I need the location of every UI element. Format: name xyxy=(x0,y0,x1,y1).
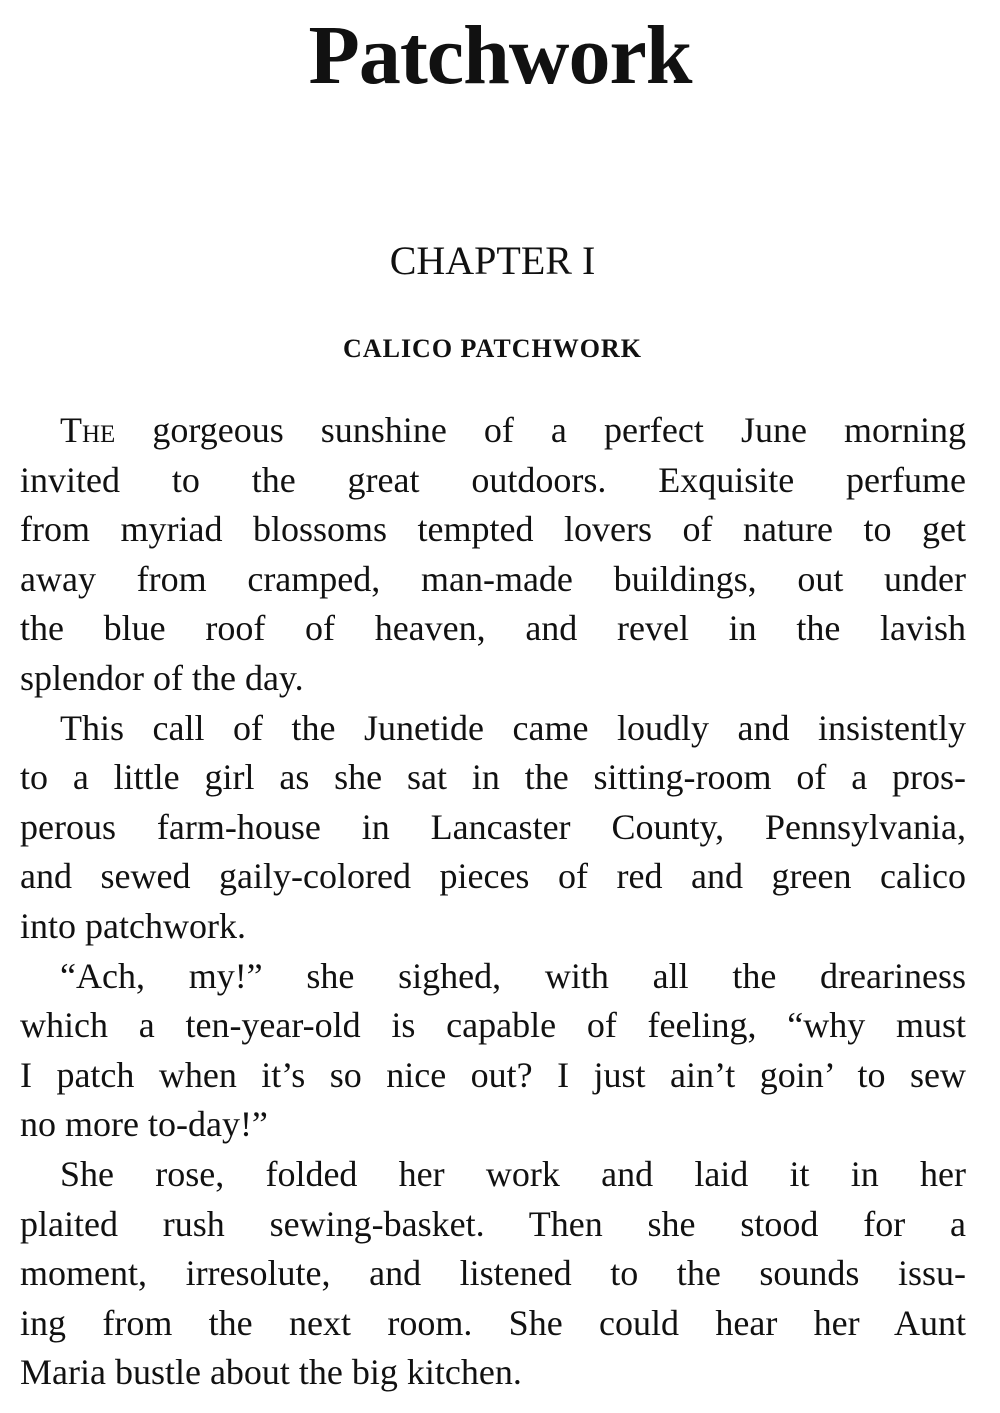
paragraph-4-line-3: moment, irresolute, and listened to the sounds issu- xyxy=(20,1253,966,1294)
paragraph-2-line-3: perous farm-house in Lancaster County, Pennsylvania, xyxy=(20,806,966,847)
book-title: Patchwork xyxy=(308,9,692,102)
paragraph-2-line-5: into patchwork. xyxy=(20,905,246,946)
chapter-body xyxy=(20,406,966,1398)
paragraph-2-line-2: to a little girl as she sat in the sitting-room of a pros- xyxy=(20,757,966,798)
paragraph-4-line-4: ing from the next room. She could hear her Aunt xyxy=(20,1302,966,1343)
chapter-heading: CHAPTER I xyxy=(389,238,596,283)
paragraph-3-line-1: “Ach, my!” she sighed, with all the dreariness xyxy=(60,955,966,996)
paragraph-1-line-3: from myriad blossoms tempted lovers of nature to get xyxy=(20,509,966,550)
paragraph-3-line-3: I patch when it’s so nice out? I just ain’t goin’ to sew xyxy=(20,1054,966,1095)
paragraph-1-line-1-text: gorgeous sunshine of a perfect June morning xyxy=(115,410,966,450)
paragraph-4-line-1: She rose, folded her work and laid it in her xyxy=(60,1153,966,1194)
paragraph-2-line-1: This call of the Junetide came loudly and insistently xyxy=(60,707,966,748)
chapter-subtitle: CALICO PATCHWORK xyxy=(343,334,642,363)
paragraph-4-line-2: plaited rush sewing-basket. Then she stood for a xyxy=(20,1203,966,1244)
paragraph-3-line-2: which a ten-year-old is capable of feeling, “why must xyxy=(20,1005,966,1046)
paragraph-4-line-5: Maria bustle about the big kitchen. xyxy=(20,1352,522,1393)
paragraph-1-line-1 xyxy=(20,406,966,456)
paragraph-3-line-4: no more to-day!” xyxy=(20,1104,268,1145)
drop-lead-word: The xyxy=(60,410,116,450)
paragraph-1-line-4: away from cramped, man-made buildings, out under xyxy=(20,558,966,599)
paragraph-2-line-4: and sewed gaily-colored pieces of red and green calico xyxy=(20,856,966,897)
paragraph-1-line-2: invited to the great outdoors. Exquisite perfume xyxy=(20,459,966,500)
paragraph-1-line-5: the blue roof of heaven, and revel in the lavish xyxy=(20,608,966,649)
paragraph-1-line-6: splendor of the day. xyxy=(20,657,304,698)
